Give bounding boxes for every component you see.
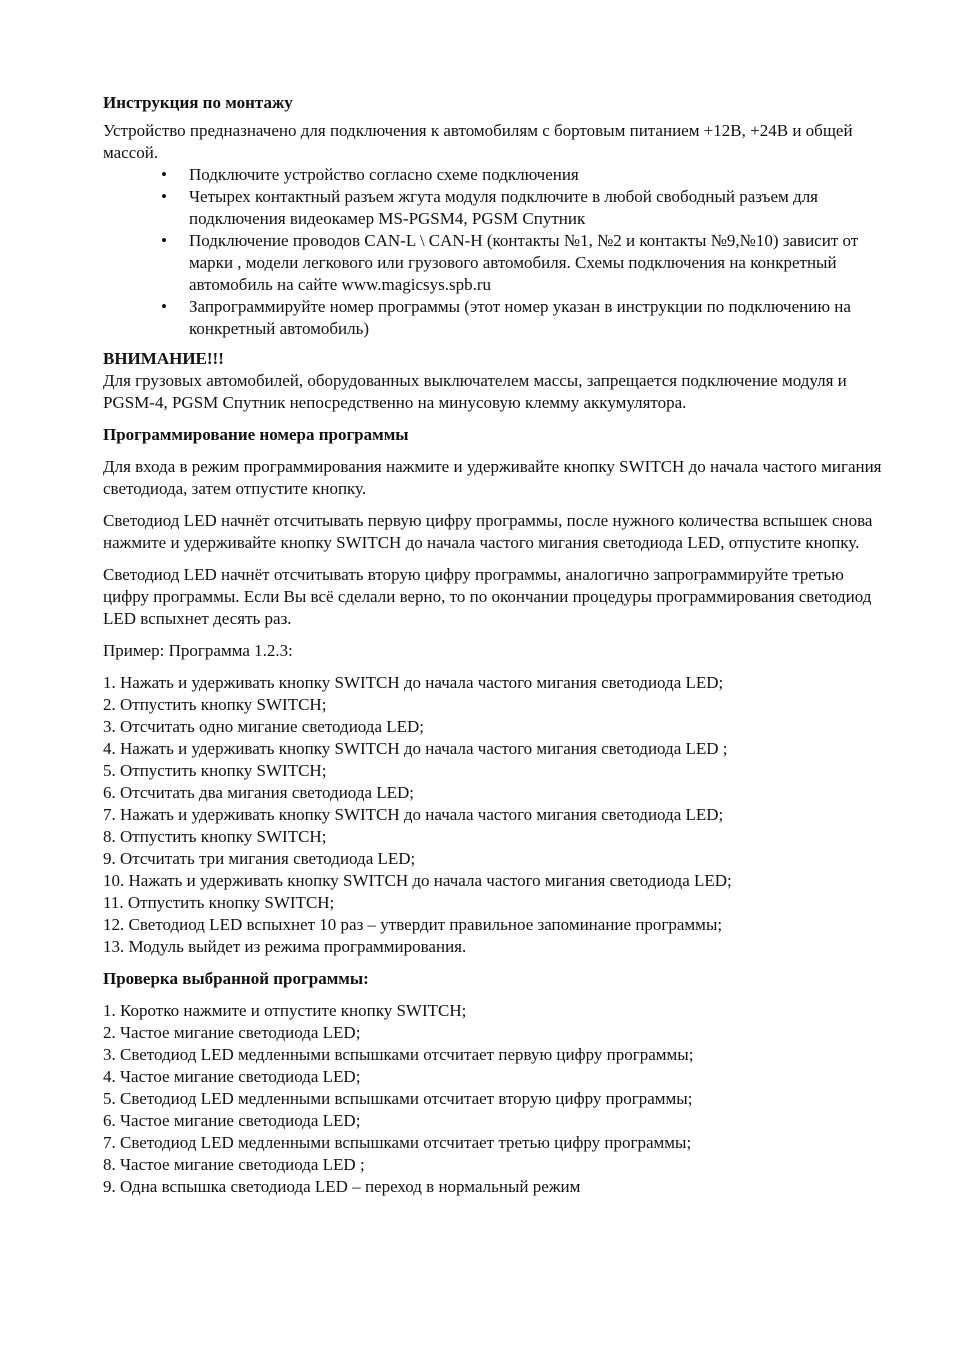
document-page <box>103 92 893 1198</box>
list-item: 2. Частое мигание светодиода LED; <box>103 1023 361 1042</box>
list-item: 5. Отпустить кнопку SWITCH; <box>103 761 327 780</box>
list-item: 13. Модуль выйдет из режима программирования. <box>103 937 467 956</box>
list-item: 6. Частое мигание светодиода LED; <box>103 1111 361 1130</box>
bullet-text: Запрограммируйте номер программы (этот номер указан в инструкции по подключению на конкретный автомобиль) <box>189 297 851 338</box>
list-item: 9. Отсчитать три мигания светодиода LED; <box>103 849 416 868</box>
list-item: 5. Светодиод LED медленными вспышками отсчитает вторую цифру программы; <box>103 1089 693 1108</box>
list-item: 6. Отсчитать два мигания светодиода LED; <box>103 783 415 802</box>
programming-title: Программирование номера программы <box>103 425 409 444</box>
list-item: 8. Отпустить кнопку SWITCH; <box>103 827 327 846</box>
programming-paragraph: Для входа в режим программирования нажмите и удерживайте кнопку SWITCH до начала частого мигания светодиода, затем отпустите кнопку. <box>103 457 882 498</box>
warning-title: ВНИМАНИЕ!!! <box>103 349 224 368</box>
programming-paragraph: Светодиод LED начнёт отсчитывать вторую цифру программы, аналогично запрограммируйте третью цифру программы. Если Вы всё сделали верно, то по окончании процедуры программирования светодиод LED вспыхнет десять раз. <box>103 565 872 628</box>
list-item: 1. Нажать и удерживать кнопку SWITCH до начала частого мигания светодиода LED; <box>103 673 724 692</box>
list-item: 1. Коротко нажмите и отпустите кнопку SWITCH; <box>103 1001 467 1020</box>
bullet-icon: • <box>161 187 167 206</box>
list-item: 7. Светодиод LED медленными вспышками отсчитает третью цифру программы; <box>103 1133 692 1152</box>
bullet-text: Четырех контактный разъем жгута модуля подключите в любой свободный разъем для подключения видеокамер MS-PGSM4, PGSM Спутник <box>189 187 818 228</box>
example-label: Пример: Программа 1.2.3: <box>103 641 293 660</box>
bullet-text: Подключение проводов CAN-L \ CAN-H (контакты №1, №2 и контакты №9,№10) зависит от марки , модели легкового или грузового автомобиля. Схемы подключения на конкретный автомобиль на сайте www.magicsys.spb.ru <box>189 231 859 294</box>
install-bullets <box>103 164 893 340</box>
list-item: 2. Отпустить кнопку SWITCH; <box>103 695 327 714</box>
list-item: 4. Нажать и удерживать кнопку SWITCH до начала частого мигания светодиода LED ; <box>103 739 728 758</box>
bullet-item <box>103 164 893 186</box>
list-item: 4. Частое мигание светодиода LED; <box>103 1067 361 1086</box>
list-item: 11. Отпустить кнопку SWITCH; <box>103 893 335 912</box>
bullet-item <box>103 186 893 230</box>
bullet-item <box>103 296 893 340</box>
bullet-icon: • <box>161 297 167 316</box>
list-item: 12. Светодиод LED вспыхнет 10 раз – утвердит правильное запоминание программы; <box>103 915 723 934</box>
list-item: 3. Отсчитать одно мигание светодиода LED; <box>103 717 425 736</box>
bullet-text: Подключите устройство согласно схеме подключения <box>189 165 579 184</box>
list-item: 7. Нажать и удерживать кнопку SWITCH до начала частого мигания светодиода LED; <box>103 805 724 824</box>
bullet-item <box>103 230 893 296</box>
list-item: 8. Частое мигание светодиода LED ; <box>103 1155 365 1174</box>
programming-paragraph: Светодиод LED начнёт отсчитывать первую цифру программы, после нужного количества вспышек снова нажмите и удерживайте кнопку SWITCH до начала частого мигания светодиода LED, отпустите кнопку. <box>103 511 873 552</box>
check-title: Проверка выбранной программы: <box>103 969 369 988</box>
list-item: 9. Одна вспышка светодиода LED – переход в нормальный режим <box>103 1177 581 1196</box>
list-item: 10. Нажать и удерживать кнопку SWITCH до начала частого мигания светодиода LED; <box>103 871 732 890</box>
list-item: 3. Светодиод LED медленными вспышками отсчитает первую цифру программы; <box>103 1045 694 1064</box>
install-intro: Устройство предназначено для подключения к автомобилям с бортовым питанием +12В, +24В и общей массой. <box>103 121 853 162</box>
bullet-icon: • <box>161 165 167 184</box>
install-title: Инструкция по монтажу <box>103 93 293 112</box>
warning-text: Для грузовых автомобилей, оборудованных выключателем массы, запрещается подключение модуля и PGSM-4, PGSM Спутник непосредственно на минусовую клемму аккумулятора. <box>103 371 847 412</box>
check-steps <box>103 1000 893 1198</box>
bullet-icon: • <box>161 231 167 250</box>
programming-steps <box>103 672 893 958</box>
